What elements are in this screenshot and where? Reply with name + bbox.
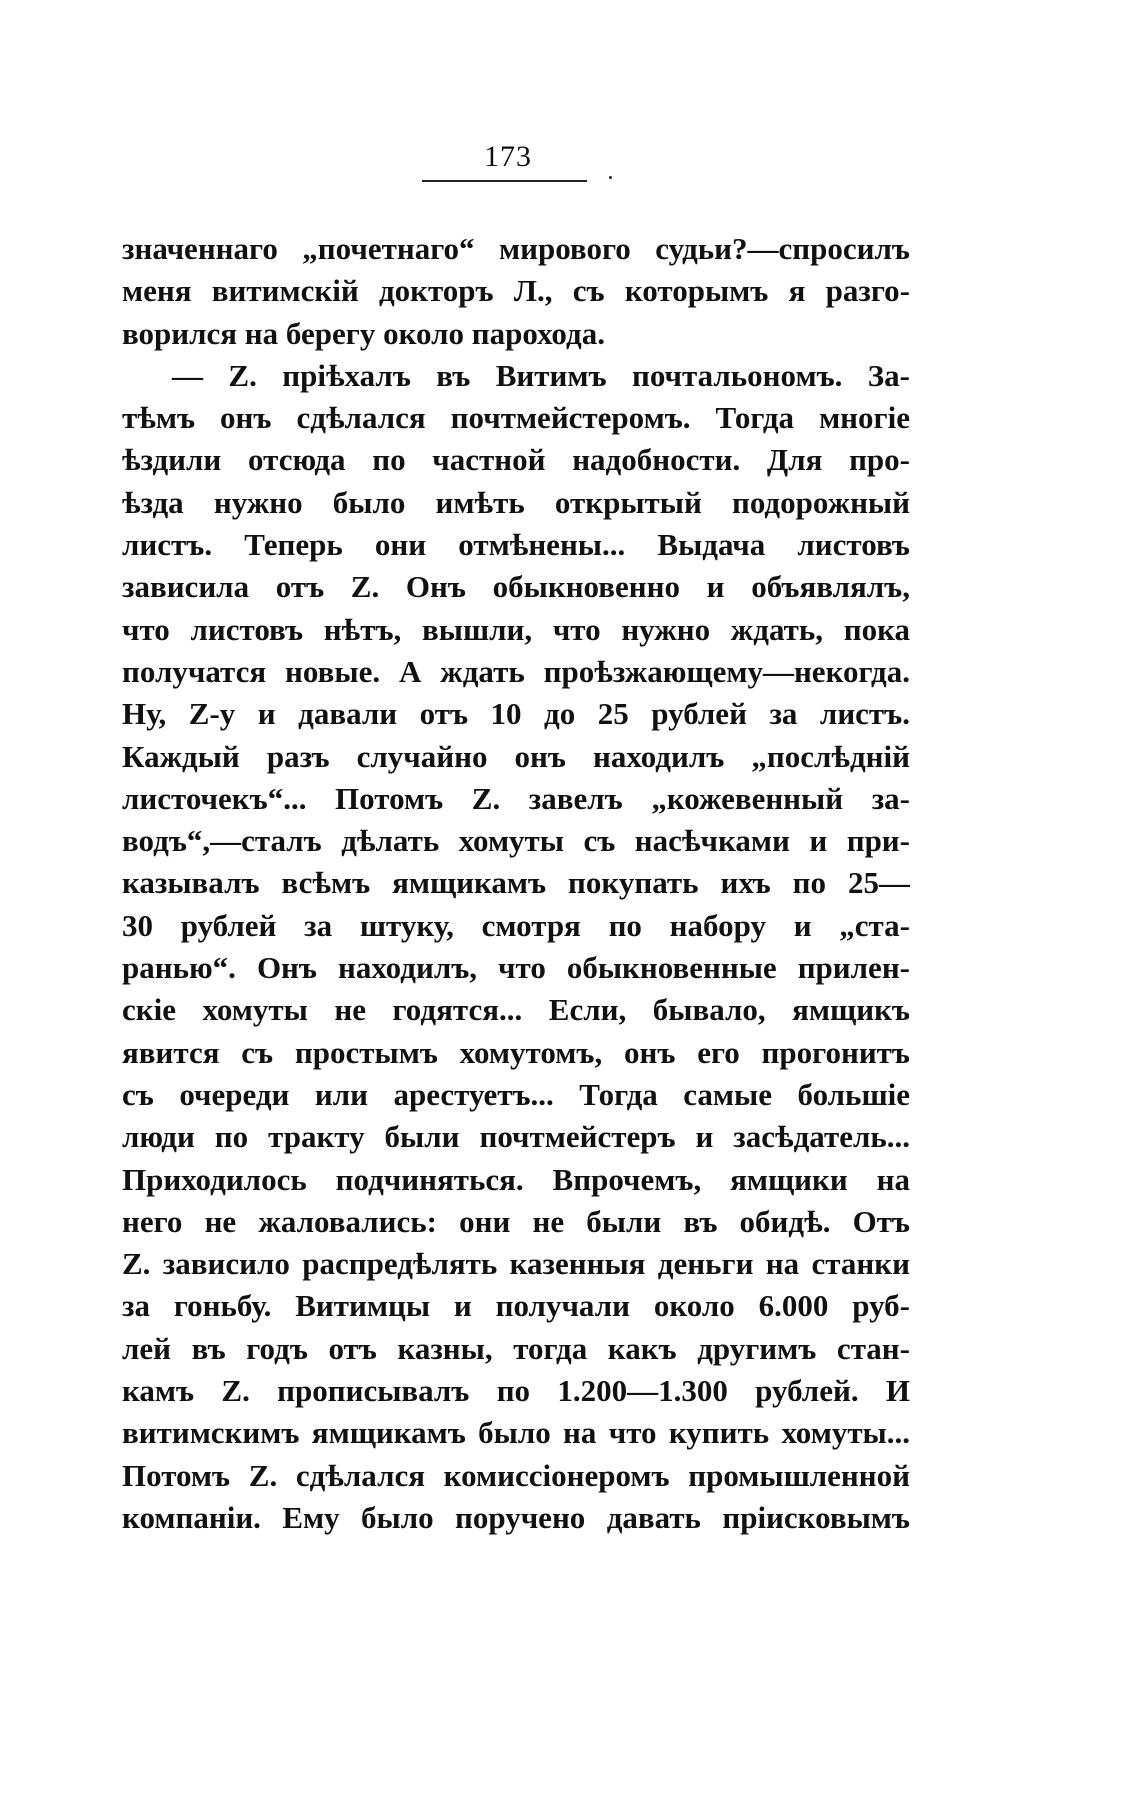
text-line: что листовъ нѣтъ, вышли, что нужно ждать, пока [122,611,910,647]
page-number: 173 [484,140,532,173]
text-line: Приходилось подчиняться. Впрочемъ, ямщики на [122,1161,910,1197]
text-line: ѣздили отсюда по частной надобности. Для про- [122,442,910,478]
text-line: за гоньбу. Витимцы и получали около 6.000 руб- [122,1288,910,1324]
text-line: Потомъ Z. сдѣлался комиссіонеромъ промышленной [122,1457,910,1493]
header-dot [609,176,612,179]
text-line: получатся новые. А ждать проѣзжающему—некогда. [122,653,910,689]
text-line: — Z. пріѣхалъ въ Витимъ почтальономъ. За- [172,357,910,393]
text-line: ворился на берегу около парохода. [122,315,605,351]
header-rule [422,180,587,182]
text-line: скіе хомуты не годятся... Если, бывало, ямщикъ [122,992,910,1028]
text-line: него не жаловались: они не были въ обидѣ. Отъ [122,1203,910,1239]
text-line: витимскимъ ямщикамъ было на что купить хомуты... [122,1415,910,1451]
text-line: листъ. Теперь они отмѣнены... Выдача листовъ [122,527,910,563]
text-line: казывалъ всѣмъ ямщикамъ покупать ихъ по 25— [122,865,910,901]
text-line: Z. зависило распредѣлять казенныя деньги на станки [122,1246,910,1282]
text-line: меня витимскій докторъ Л., съ которымъ я разго- [122,273,910,309]
text-line: тѣмъ онъ сдѣлался почтмейстеромъ. Тогда многіе [122,400,910,436]
text-line: камъ Z. прописывалъ по 1.200—1.300 рублей. И [122,1373,910,1409]
text-line: Ну, Z-у и давали отъ 10 до 25 рублей за листъ. [122,696,910,732]
text-line: люди по тракту были почтмейстеръ и засѣдатель... [122,1119,910,1155]
text-line: значеннаго „почетнаго“ мирового судьи?—спросилъ [122,231,910,266]
text-line: компаніи. Ему было поручено давать пріисковымъ [122,1499,910,1535]
body-text [122,228,910,1539]
text-line: лей въ годъ отъ казны, тогда какъ другимъ стан- [122,1330,910,1366]
text-line: ѣзда нужно было имѣть открытый подорожный [122,484,910,520]
text-line: 30 рублей за штуку, смотря по набору и „ста- [122,907,910,943]
text-line: ранью“. Онъ находилъ, что обыкновенные прилен- [122,950,910,986]
text-line: листочекъ“... Потомъ Z. завелъ „кожевенный за- [122,780,910,816]
text-line: Каждый разъ случайно онъ находилъ „послѣдній [122,738,910,774]
text-line: водъ“,—сталъ дѣлать хомуты съ насѣчками и при- [122,823,910,859]
text-line: зависила отъ Z. Онъ обыкновенно и объявлялъ, [122,569,910,605]
text-line: съ очереди или арестуетъ... Тогда самые большіе [122,1076,910,1112]
text-line: явится съ простымъ хомутомъ, онъ его прогонитъ [122,1034,910,1070]
